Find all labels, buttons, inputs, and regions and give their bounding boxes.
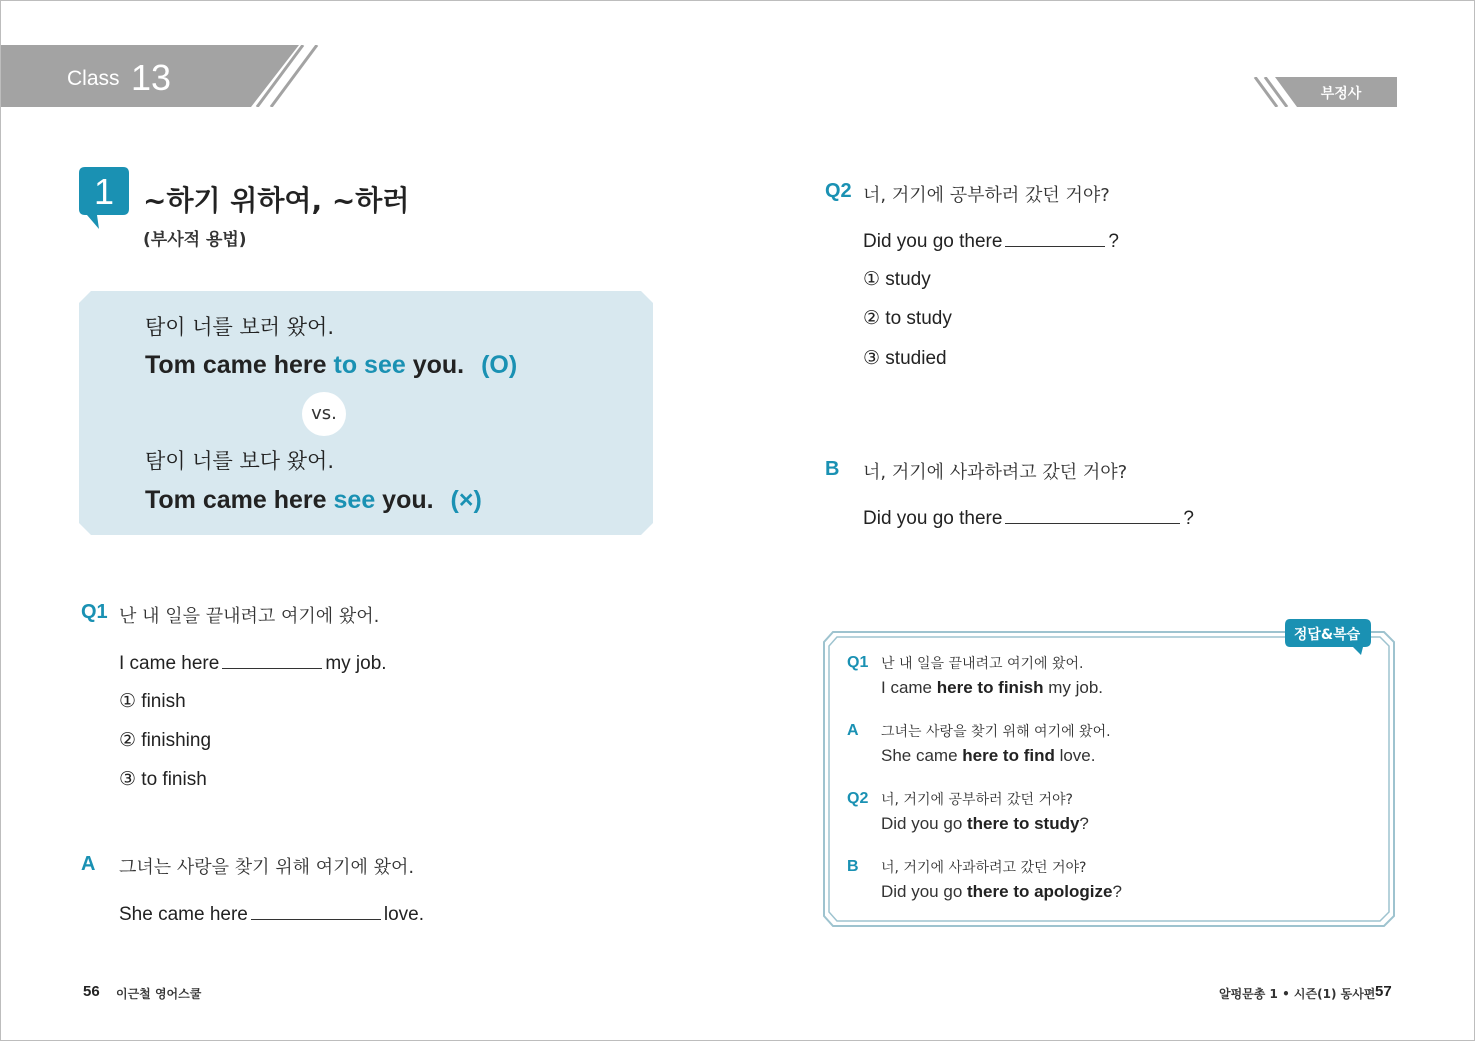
answer-korean: 그녀는 사랑을 찾기 위해 여기에 왔어.: [881, 724, 1111, 740]
answer-korean: 난 내 일을 끝내려고 여기에 왔어.: [881, 656, 1084, 672]
answer-text: Did you go: [881, 882, 967, 901]
answer-bold: to find: [1002, 746, 1055, 765]
sentence-text: love.: [383, 904, 424, 925]
answer-blank[interactable]: [1005, 229, 1105, 247]
qa-korean: 그녀는 사랑을 찾기 위해 여기에 왔어.: [119, 857, 415, 878]
answer-text: Did you go: [881, 814, 967, 833]
example-highlight: to see: [333, 351, 406, 379]
answer-english: [881, 814, 1089, 834]
correct-mark: (O): [481, 351, 518, 379]
answer-english: [881, 746, 1095, 766]
example-korean-wrong: 탐이 너를 보다 왔어.: [145, 449, 334, 473]
left-page-number: 56: [83, 983, 100, 1000]
answer-blank[interactable]: [222, 651, 322, 669]
qa-label: A: [81, 853, 96, 875]
right-page-number: 57: [1375, 983, 1392, 1000]
answer-korean: 너, 거기에 사과하려고 갔던 거야?: [881, 860, 1087, 876]
answer-label: Q1: [847, 654, 869, 671]
example-english-wrong: [145, 486, 482, 515]
answer-bold: to finish: [977, 678, 1044, 697]
left-footer-title: 이근철 영어스쿨: [116, 987, 202, 1001]
example-text: you.: [375, 486, 434, 514]
answer-bold: to apologize: [1013, 882, 1113, 901]
example-text: Tom came here: [145, 351, 334, 379]
example-text: Tom came here: [145, 486, 334, 514]
answer-bold: to study: [1013, 814, 1080, 833]
answer-label: Q2: [847, 790, 869, 807]
answer-text: ?: [1079, 814, 1089, 833]
answer-bold: here: [936, 678, 973, 697]
section-title: ~하기 위하여, ~하러: [143, 184, 410, 217]
answer-text: I came: [881, 678, 937, 697]
vs-badge: vs.: [302, 392, 346, 436]
answer-english: [881, 882, 1122, 902]
answer-bold: there: [967, 814, 1009, 833]
section-subtitle: (부사적 용법): [143, 230, 247, 250]
q1-korean: 난 내 일을 끝내려고 여기에 왔어.: [119, 606, 380, 627]
answer-blank[interactable]: [1005, 506, 1180, 524]
q2-label: Q2: [825, 180, 852, 202]
right-footer-title: 알펑문총 1 • 시즌(1) 동사편: [1219, 987, 1376, 1001]
answer-english: [881, 678, 1103, 698]
answer-label: B: [847, 858, 859, 875]
q1-label: Q1: [81, 601, 108, 623]
answer-label: A: [847, 722, 859, 739]
answer-korean: 너, 거기에 공부하러 갔던 거야?: [881, 792, 1073, 808]
sentence-text: my job.: [325, 653, 387, 674]
q2-option-1[interactable]: ① study: [863, 269, 931, 290]
sentence-text: Did you go there: [863, 508, 1003, 529]
class-label: Class: [67, 67, 120, 90]
example-english-correct: [145, 351, 517, 380]
example-korean-correct: 탐이 너를 보러 왔어.: [145, 315, 334, 339]
sentence-text: ?: [1183, 508, 1194, 529]
q2-korean: 너, 거기에 공부하러 갔던 거야?: [863, 185, 1110, 206]
topic-label: 부정사: [1320, 86, 1362, 102]
answer-text: She came: [881, 746, 963, 765]
wrong-mark: (×): [450, 486, 482, 514]
answer-text: ?: [1112, 882, 1122, 901]
sentence-text: Did you go there: [863, 231, 1003, 252]
answer-bold: here: [962, 746, 999, 765]
sentence-text: I came here: [119, 653, 220, 674]
class-number: 13: [131, 57, 172, 98]
sentence-text: ?: [1108, 231, 1119, 252]
q1-option-3[interactable]: ③ to finish: [119, 769, 207, 790]
q2-option-3[interactable]: ③ studied: [863, 348, 947, 369]
answer-tag-label: 정답&복습: [1293, 627, 1361, 643]
qb-sentence: [863, 506, 1194, 530]
sentence-text: She came here: [119, 904, 248, 925]
answer-blank[interactable]: [251, 902, 381, 920]
q1-sentence: [119, 651, 387, 675]
qb-korean: 너, 거기에 사과하려고 갔던 거야?: [863, 462, 1128, 483]
q1-option-2[interactable]: ② finishing: [119, 730, 212, 751]
qb-label: B: [825, 458, 840, 480]
q2-option-2[interactable]: ② to study: [863, 308, 952, 329]
answer-bold: there: [967, 882, 1009, 901]
example-text: you.: [405, 351, 465, 379]
q2-sentence: [863, 229, 1119, 253]
qa-sentence: [119, 902, 424, 926]
q1-option-1[interactable]: ① finish: [119, 691, 186, 712]
answer-text: love.: [1054, 746, 1096, 765]
section-number: 1: [93, 171, 115, 212]
example-highlight: see: [333, 486, 376, 514]
answer-text: my job.: [1043, 678, 1104, 697]
